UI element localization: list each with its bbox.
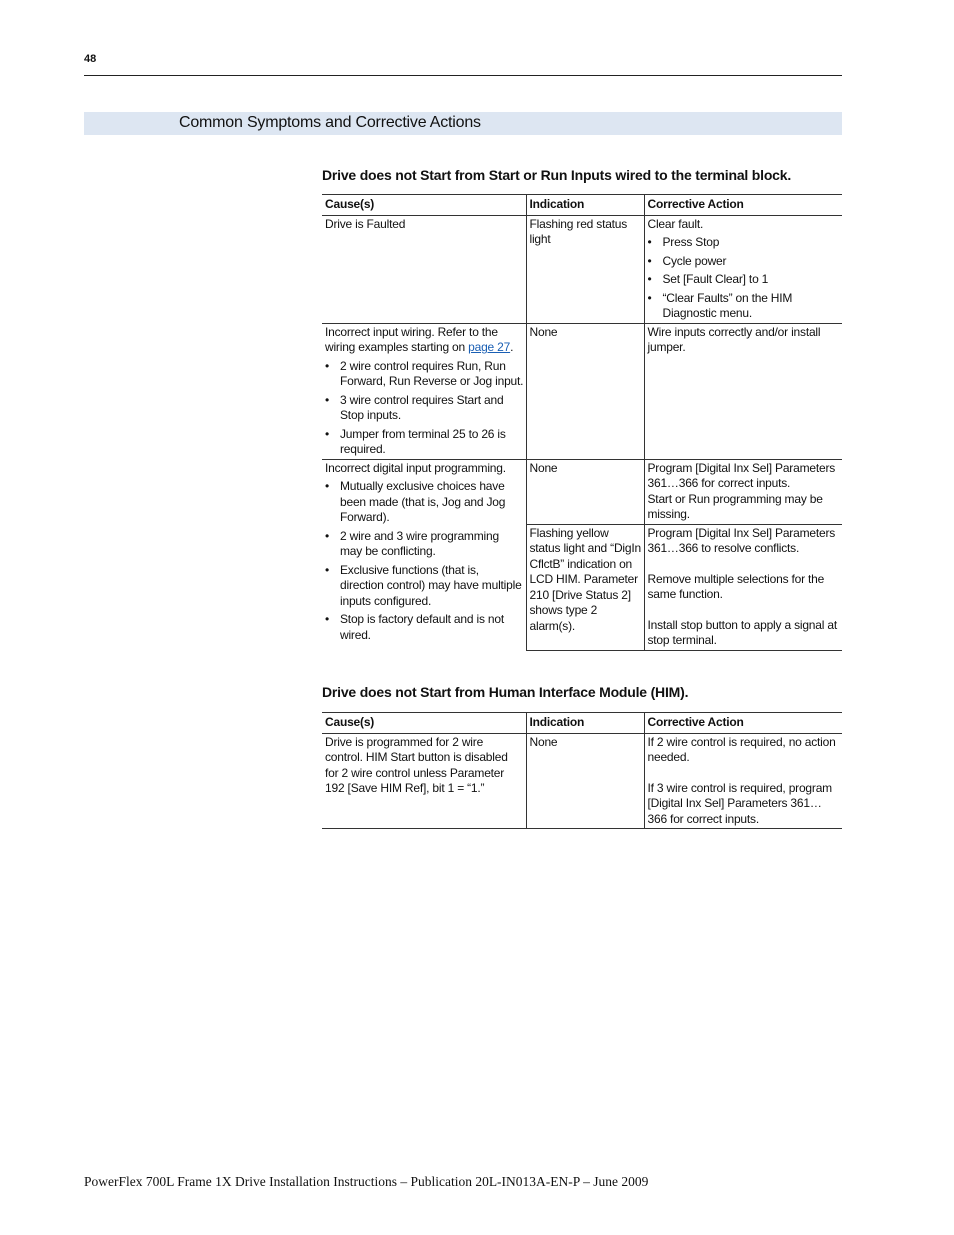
table-row — [322, 733, 842, 829]
table2-heading: Drive does not Start from Human Interface Module (HIM). — [322, 684, 689, 700]
cause-intro-text: Incorrect input wiring. Refer to the wiring examples starting on — [325, 324, 498, 354]
table-header-row — [322, 195, 842, 216]
indication-cell: None — [526, 323, 644, 459]
list-item: • 3 wire control requires Start and Stop inputs. — [325, 393, 524, 424]
list-item: • “Clear Faults” on the HIM Diagnostic menu. — [648, 291, 841, 322]
list-item: • Exclusive functions (that is, direction control) may have multiple inputs configured. — [325, 563, 524, 610]
table1-heading: Drive does not Start from Start or Run Inputs wired to the terminal block. — [322, 167, 792, 183]
header-causes: Cause(s) — [322, 195, 526, 216]
footer-publication: PowerFlex 700L Frame 1X Drive Installation Instructions – Publication 20L-IN013A-EN-P – June 2009 — [84, 1174, 649, 1189]
cause-bullet-list — [325, 359, 524, 458]
action-text: Install stop button to apply a signal at stop terminal. — [647, 617, 837, 647]
table-header-row — [322, 713, 842, 734]
cause-bullet-list — [325, 479, 524, 643]
cause-intro — [325, 325, 524, 356]
header-rule — [84, 75, 842, 76]
list-item: • 2 wire and 3 wire programming may be conflicting. — [325, 529, 524, 560]
cause-cell — [322, 323, 526, 459]
list-item: • Stop is factory default and is not wired. — [325, 612, 524, 643]
table-row — [322, 459, 842, 524]
action-cell: Wire inputs correctly and/or install jumper. — [644, 323, 842, 459]
action-text: If 3 wire control is required, program [Digital Inx Sel] Parameters 361…366 for correct inputs. — [647, 780, 832, 826]
action-cell — [644, 733, 842, 829]
start-inputs-table — [322, 194, 842, 651]
action-text: Program [Digital Inx Sel] Parameters 361…366 to resolve conflicts. — [647, 525, 836, 555]
header-corrective-action: Corrective Action — [644, 713, 842, 734]
cause-cell: Drive is programmed for 2 wire control. HIM Start button is disabled for 2 wire control unless Parameter 192 [Save HIM Ref], bit 1 = “1.” — [322, 733, 526, 829]
cause-cell: Drive is Faulted — [322, 215, 526, 323]
indication-cell: Flashing red status light — [526, 215, 644, 323]
list-item: • Jumper from terminal 25 to 26 is required. — [325, 427, 524, 458]
header-corrective-action: Corrective Action — [644, 195, 842, 216]
action-cell — [644, 215, 842, 323]
page-27-link[interactable]: page 27 — [468, 340, 511, 354]
table-row — [322, 323, 842, 459]
action-text: If 2 wire control is required, no action needed. — [647, 734, 836, 764]
cause-intro-end: . — [510, 340, 514, 354]
table-row — [322, 215, 842, 323]
action-bullet-list — [648, 235, 841, 322]
cause-intro: Incorrect digital input programming. — [325, 460, 506, 475]
header-indication: Indication — [526, 713, 644, 734]
list-item: • Mutually exclusive choices have been made (that is, Jog and Jog Forward). — [325, 479, 524, 526]
action-intro: Clear fault. — [647, 216, 704, 231]
cause-cell — [322, 459, 526, 650]
action-text: Program [Digital Inx Sel] Parameters 361…366 for correct inputs. — [647, 460, 836, 490]
action-text: Remove multiple selections for the same function. — [647, 571, 825, 601]
action-cell — [644, 459, 842, 524]
indication-cell: Flashing yellow status light and “DigIn CflctB” indication on LCD HIM. Parameter 210 [Drive Status 2] shows type 2 alarm(s). — [526, 524, 644, 650]
indication-cell: None — [526, 733, 644, 829]
indication-cell: None — [526, 459, 644, 524]
action-cell — [644, 524, 842, 650]
action-text: Start or Run programming may be missing. — [647, 491, 823, 521]
header-causes: Cause(s) — [322, 713, 526, 734]
list-item: • 2 wire control requires Run, Run Forward, Run Reverse or Jog input. — [325, 359, 524, 390]
list-item: • Set [Fault Clear] to 1 — [648, 272, 841, 288]
list-item: • Press Stop — [648, 235, 841, 251]
him-start-table — [322, 712, 842, 829]
list-item: • Cycle power — [648, 254, 841, 270]
section-title: Common Symptoms and Corrective Actions — [179, 114, 481, 131]
header-indication: Indication — [526, 195, 644, 216]
page-number: 48 — [84, 53, 97, 65]
